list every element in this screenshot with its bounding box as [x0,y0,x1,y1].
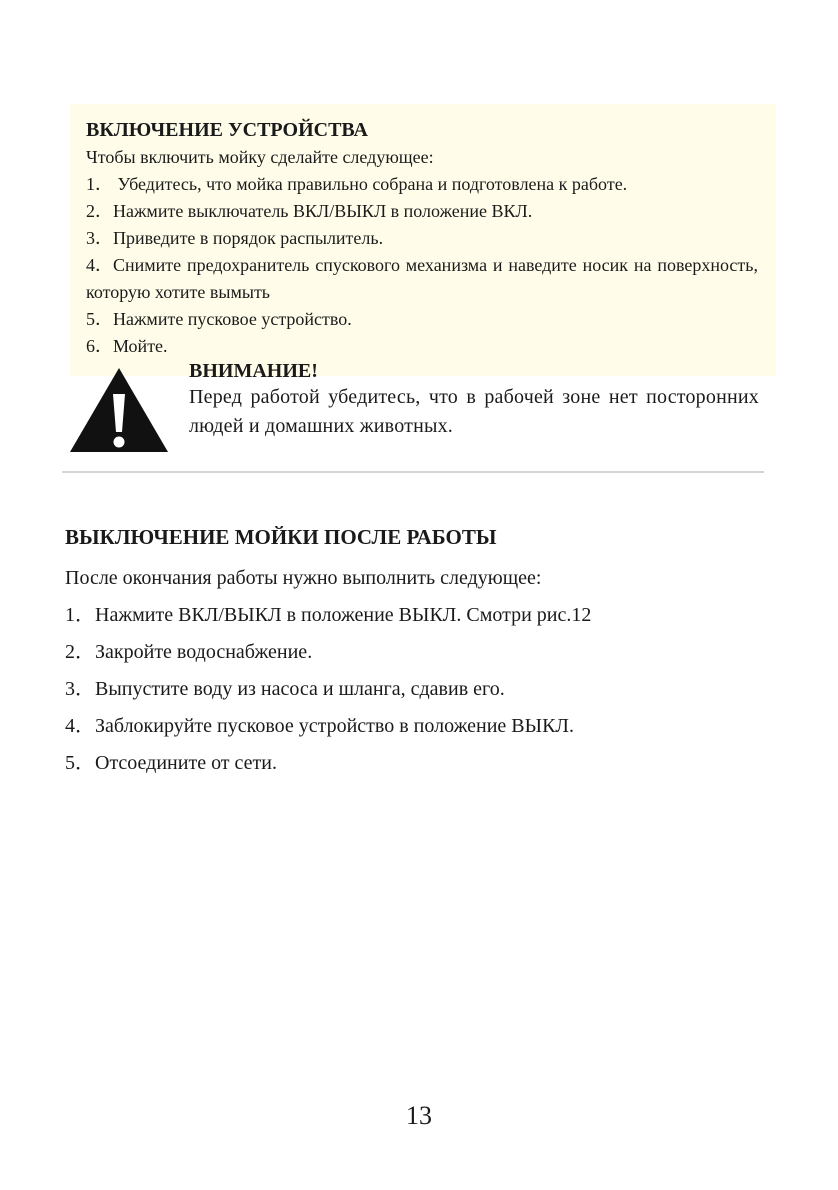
list-item [65,745,765,782]
page-number: 13 [406,1101,432,1130]
list-item [86,306,758,333]
item-number: 4． [86,255,113,275]
warning-text: Перед работой убедитесь, что в рабочей зоне нет посторонних людей и домашних животных. [189,386,759,437]
warning-title: ВНИМАНИЕ! [189,360,318,382]
list-item [86,252,758,306]
item-number: 3． [86,228,113,248]
item-number: 3． [65,678,95,700]
list-item [65,671,765,708]
list-item [65,634,765,671]
item-number: 2． [86,201,113,221]
section-title: ВЫКЛЮЧЕНИЕ МОЙКИ ПОСЛЕ РАБОТЫ [65,525,497,549]
item-text: Нажмите пусковое устройство. [113,309,352,329]
divider [62,471,764,473]
section-intro: Чтобы включить мойку сделайте следующее: [86,147,434,167]
warning-block [189,359,759,441]
item-text: Отсоедините от сети. [95,752,277,774]
list-item [65,597,765,634]
item-text: Снимите предохранитель спускового механизма и наведите носик на поверхность, которую хотите вымыть [86,255,758,302]
warning-triangle-icon [68,366,170,454]
section-power-off [65,522,765,782]
list-item [86,225,758,252]
section-title: ВКЛЮЧЕНИЕ УСТРОЙСТВА [86,119,368,141]
item-number: 2． [65,641,95,663]
list-item [86,198,758,225]
item-number: 4． [65,715,95,737]
item-text: Мойте. [113,336,168,356]
section-intro: После окончания работы нужно выполнить следующее: [65,567,542,589]
item-text: Выпустите воду из насоса и шланга, сдавив его. [95,678,505,700]
list-item [65,708,765,745]
item-text: Нажмите выключатель ВКЛ/ВЫКЛ в положение ВКЛ. [113,201,533,221]
item-text: Нажмите ВКЛ/ВЫКЛ в положение ВЫКЛ. Смотри рис.12 [95,604,592,626]
item-number: 5． [86,309,113,329]
item-text: Закройте водоснабжение. [95,641,313,663]
item-number: 1． [86,174,113,194]
item-number: 1． [65,604,95,626]
item-number: 6． [86,336,113,356]
section-power-on [86,116,758,360]
list-item [86,333,758,360]
item-text: Убедитесь, что мойка правильно собрана и подготовлена к работе. [113,174,628,194]
item-text: Заблокируйте пусковое устройство в положение ВЫКЛ. [95,715,574,737]
item-number: 5． [65,752,95,774]
list-item [86,171,758,198]
item-text: Приведите в порядок распылитель. [113,228,384,248]
